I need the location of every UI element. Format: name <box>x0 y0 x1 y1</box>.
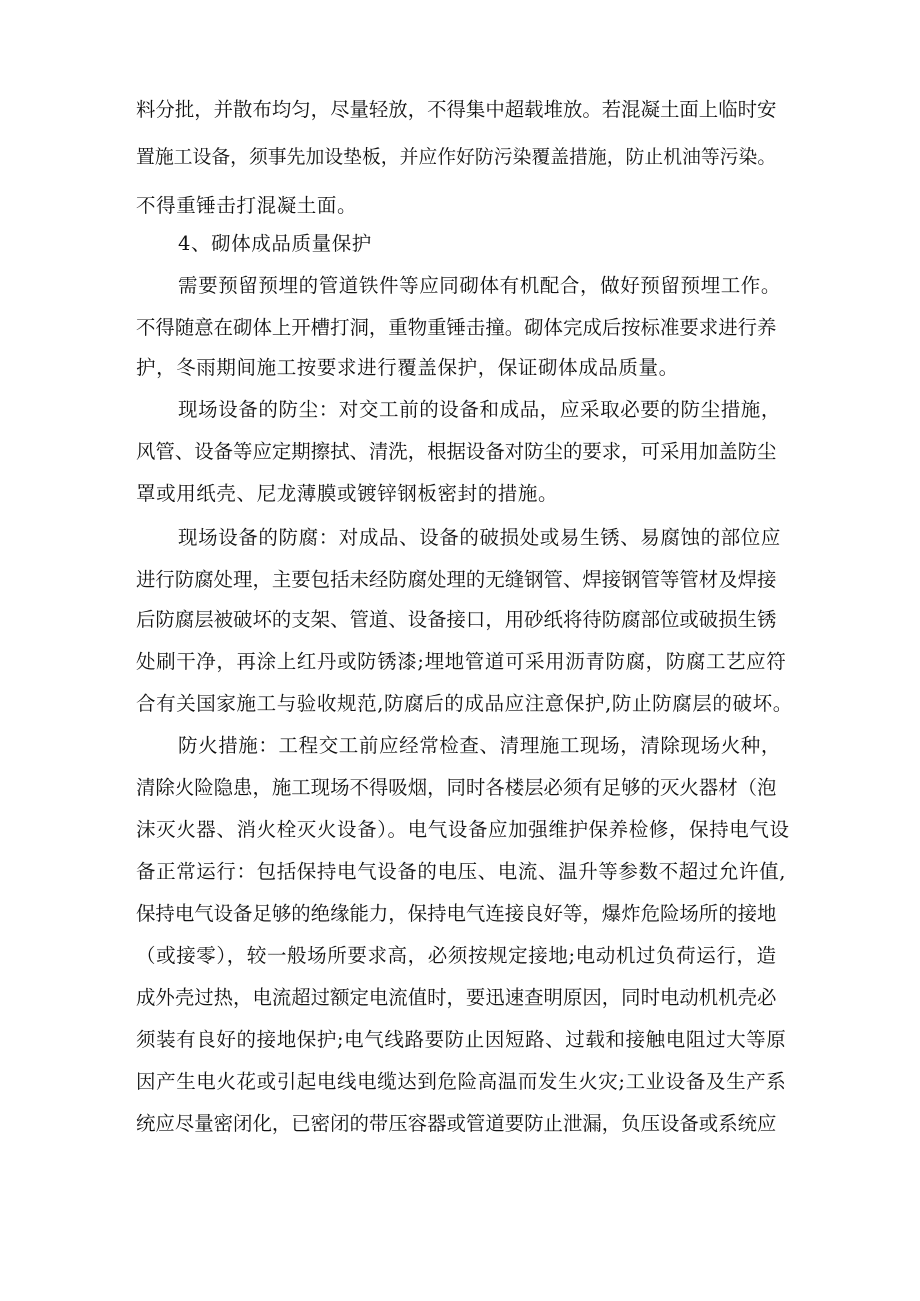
text-line: 后防腐层被破坏的支架、管道、设备接口，用砂纸将待防腐部位或破损生锈 <box>136 608 777 631</box>
text-line: 因产生电火花或引起电线电缆达到危险高温而发生火灾;工业设备及生产系 <box>136 1070 787 1093</box>
text-line: 不得随意在砌体上开槽打洞，重物重锤击撞。砌体完成后按标准要求进行养 <box>136 316 777 339</box>
text-line: 防火措施：工程交工前应经常检查、清理施工现场，清除现场火种， <box>178 734 782 757</box>
text-line: 须装有良好的接地保护;电气线路要防止因短路、过载和接触电阻过大等原 <box>136 1028 787 1051</box>
text-line: 统应尽量密闭化，已密闭的带压容器或管道要防止泄漏，负压设备或系统应 <box>136 1112 777 1135</box>
text-line: 置施工设备，须事先加设垫板，并应作好防污染覆盖措施，防止机油等污染。 <box>136 147 777 168</box>
text-line: 备正常运行：包括保持电气设备的电压、电流、温升等参数不超过允许值, <box>136 860 786 883</box>
text-line: 现场设备的防腐：对成品、设备的破损处或易生锈、易腐蚀的部位应 <box>178 526 782 549</box>
text-line: 合有关国家施工与验收规范,防腐后的成品应注意保护,防止防腐层的破坏。 <box>136 692 793 715</box>
text-line: 风管、设备等应定期擦拭、清洗，根据设备对防尘的要求，可采用加盖防尘 <box>136 440 777 463</box>
text-line: 料分批，并散布均匀，尽量轻放，不得集中超载堆放。若混凝土面上临时安 <box>136 98 777 121</box>
section-heading: 4、砌体成品质量保护 <box>178 232 372 255</box>
text-line: 现场设备的防尘：对交工前的设备和成品，应采取必要的防尘措施， <box>178 398 782 421</box>
text-line: 处刷干净，再涂上红丹或防锈漆;埋地管道可采用沥青防腐，防腐工艺应符 <box>136 650 787 673</box>
text-line: 成外壳过热，电流超过额定电流值时，要迅速查明原因，同时电动机机壳必 <box>136 986 777 1009</box>
text-line: 需要预留预埋的管道铁件等应同砌体有机配合，做好预留预埋工作。 <box>178 274 782 297</box>
text-line: 不得重锤击打混凝土面。 <box>136 194 358 217</box>
text-line: 保持电气设备足够的绝缘能力，保持电气连接良好等，爆炸危险场所的接地 <box>136 902 777 925</box>
text-line: 沫灭火器、消火栓灭火设备）。电气设备应加强维护保养检修，保持电气设 <box>136 818 790 841</box>
text-line: 清除火险隐患，施工现场不得吸烟，同时各楼层必须有足够的灭火器材（泡 <box>136 776 777 799</box>
text-line: 进行防腐处理，主要包括未经防腐处理的无缝钢管、焊接钢管等管材及焊接 <box>136 568 777 591</box>
text-line: （或接零），较一般场所要求高，必须按规定接地;电动机过负荷运行，造 <box>136 944 777 967</box>
text-line: 罩或用纸壳、尼龙薄膜或镀锌钢板密封的措施。 <box>136 482 559 505</box>
text-line: 护，冬雨期间施工按要求进行覆盖保护，保证砌体成品质量。 <box>136 356 679 379</box>
